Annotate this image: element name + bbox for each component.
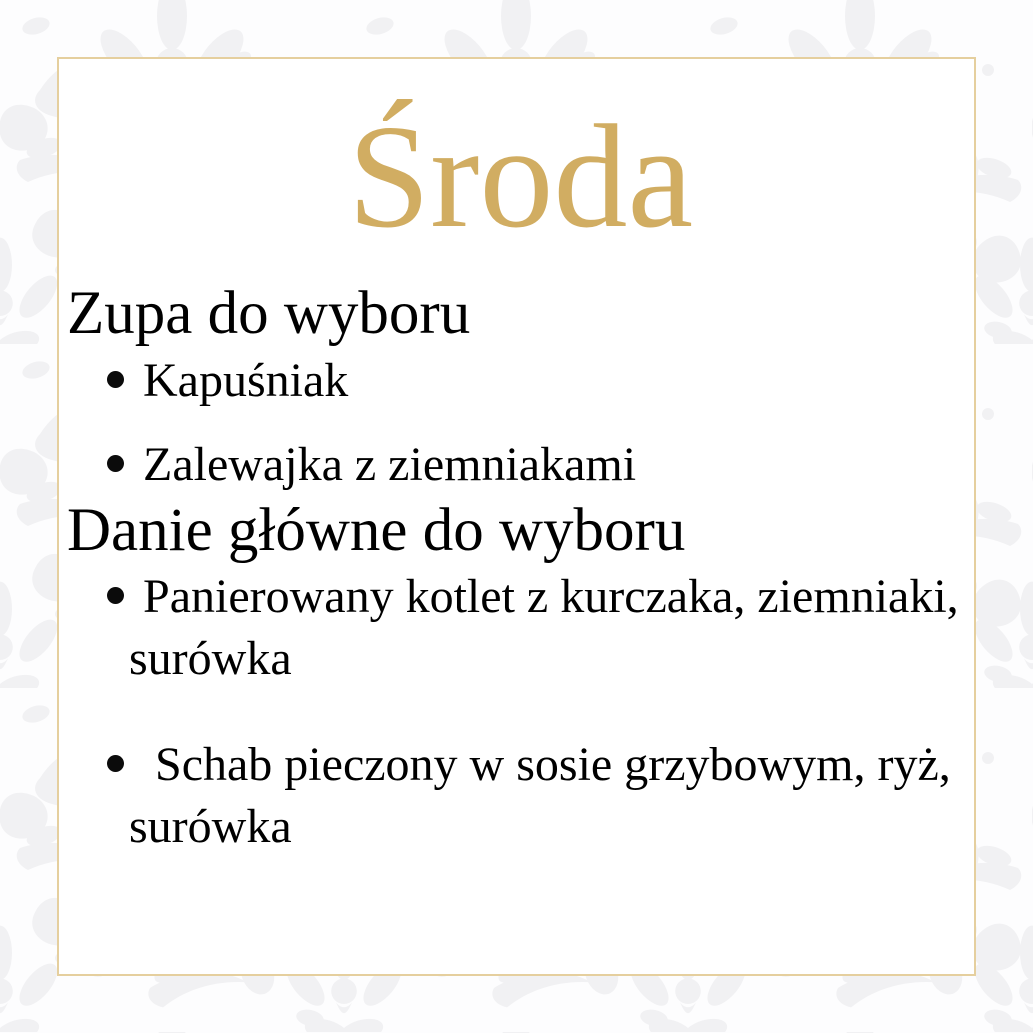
list-item <box>107 434 974 496</box>
bullet-icon <box>107 455 124 472</box>
soup-item-label: Kapuśniak <box>143 353 349 407</box>
soups-heading: Zupa do wyboru <box>67 280 471 348</box>
main-item-label: Schab pieczony w sosie grzybowym, ryż, surówka <box>129 737 963 853</box>
mains-heading: Danie główne do wyboru <box>67 496 686 564</box>
list-item <box>107 566 974 690</box>
day-title: Środa <box>347 95 694 259</box>
list-item <box>107 350 974 412</box>
section-soups <box>67 279 974 495</box>
section-mains <box>67 496 974 858</box>
bullet-icon <box>107 371 124 388</box>
main-item-label: Panierowany kotlet z kurczaka, ziemniaki, surówka <box>129 569 971 685</box>
menu-card <box>57 57 976 976</box>
bullet-icon <box>107 755 124 772</box>
bullet-icon <box>107 587 124 604</box>
soup-item-label: Zalewajka z ziemniakami <box>143 437 637 491</box>
menu-card-content <box>59 81 974 996</box>
list-item <box>107 734 974 858</box>
mains-list <box>67 566 974 858</box>
soups-list <box>67 350 974 496</box>
